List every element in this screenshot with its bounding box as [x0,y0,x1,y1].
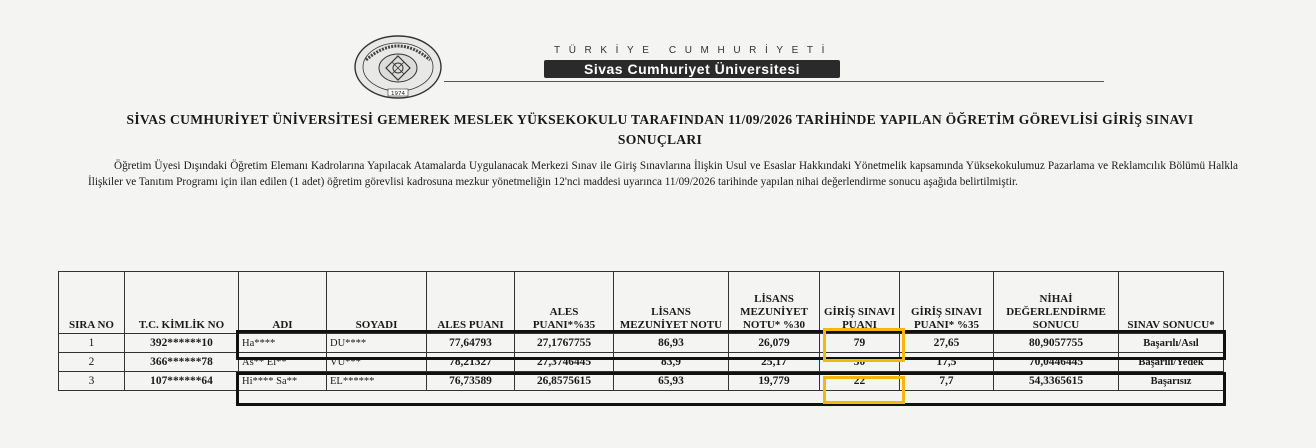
cell-ales35: 26,8575615 [515,372,614,391]
col-header: ALES PUANI*%35 [515,272,614,334]
cell-giris35: 17,5 [900,353,994,372]
cell-tc: 107******64 [125,372,239,391]
document-title: SİVAS CUMHURİYET ÜNİVERSİTESİ GEMEREK MESLEK YÜKSEKOKULU TARAFINDAN 11/09/2026 TARİHİNDE YAPILAN ÖĞRETİM GÖREVLİSİ GİRİŞ SINAVI SONUÇLARI [126,112,1194,147]
col-header: LİSANS MEZUNİYET NOTU* %30 [729,272,820,334]
col-header: SIRA NO [59,272,125,334]
col-header: T.C. KİMLİK NO [125,272,239,334]
cell-nihai: 80,9057755 [994,334,1119,353]
highlight-score-79-box [823,328,905,362]
col-header: GİRİŞ SINAVI PUANI* %35 [900,272,994,334]
col-header: SOYADI [327,272,427,334]
svg-text:1974: 1974 [391,91,405,97]
col-header: ADI [239,272,327,334]
cell-sira: 2 [59,353,125,372]
cell-sonuc: Başarısız [1119,372,1224,391]
highlight-row-1-box [236,330,1226,360]
cell-ales: 77,64793 [427,334,515,353]
cell-lisans30: 26,079 [729,334,820,353]
col-header: NİHAİ DEĞERLENDİRME SONUCU [994,272,1119,334]
cell-nihai: 54,3365615 [994,372,1119,391]
cell-sonuc: Başarılı/Asıl [1119,334,1224,353]
cell-lisans30: 19,779 [729,372,820,391]
col-header: GİRİŞ SINAVI PUANI [820,272,900,334]
cell-lisans: 65,93 [614,372,729,391]
cell-adi: As** El** [239,353,327,372]
cell-tc: 392******10 [125,334,239,353]
cell-ales: 78,21327 [427,353,515,372]
brand-name-bar: Sivas Cumhuriyet Üniversitesi [544,60,840,78]
intro-text: Öğretim Üyesi Dışındaki Öğretim Elemanı Kadrolarına Yapılacak Atamalarda Uygulanacak Merkezi Sınav ile Giriş Sınavlarına İlişkin Usul ve Esaslar Hakkındaki Yönetmelik kapsamında Yüksekokulumuz Pazarlama ve Reklamcılık Bölümü Halkla İlişkiler ve Tanıtım Programı için ilan edilen (1 adet) öğretim görevlisi kadrosuna mezkur yönetmeliğin 12'nci maddesi uyarınca 11/09/2026 tarihinde yapılan nihai değerlendirme sonucu aşağıda belirtilmiştir. [88,160,1238,188]
cell-adi: Ha**** [239,334,327,353]
col-header: LİSANS MEZUNİYET NOTU [614,272,729,334]
header-rule [444,81,1104,82]
highlight-row-3-box [236,372,1226,406]
cell-giris: 22 [820,372,900,391]
cell-giris: 50 [820,353,900,372]
cell-soyadi: EL****** [327,372,427,391]
brand-country-text: TÜRKİYE CUMHURİYETİ [554,45,833,56]
cell-giris35: 27,65 [900,334,994,353]
cell-tc: 366******78 [125,353,239,372]
highlight-score-22-box [823,376,905,404]
table-header-row [59,272,1224,334]
cell-lisans30: 25,17 [729,353,820,372]
cell-giris35: 7,7 [900,372,994,391]
cell-giris: 79 [820,334,900,353]
cell-soyadi: VU*** [327,353,427,372]
cell-lisans: 83,9 [614,353,729,372]
col-header: ALES PUANI [427,272,515,334]
cell-sira: 1 [59,334,125,353]
cell-lisans: 86,93 [614,334,729,353]
university-seal-logo [352,34,444,100]
cell-soyadi: DU**** [327,334,427,353]
university-brand [544,44,840,78]
intro-paragraph [88,159,1238,190]
cell-ales: 76,73589 [427,372,515,391]
col-header: SINAV SONUCU* [1119,272,1224,334]
cell-nihai: 70,0446445 [994,353,1119,372]
cell-sonuc: Başarılı/Yedek [1119,353,1224,372]
cell-ales35: 27,3746445 [515,353,614,372]
cell-adi: Hi**** Sa** [239,372,327,391]
cell-sira: 3 [59,372,125,391]
cell-ales35: 27,1767755 [515,334,614,353]
